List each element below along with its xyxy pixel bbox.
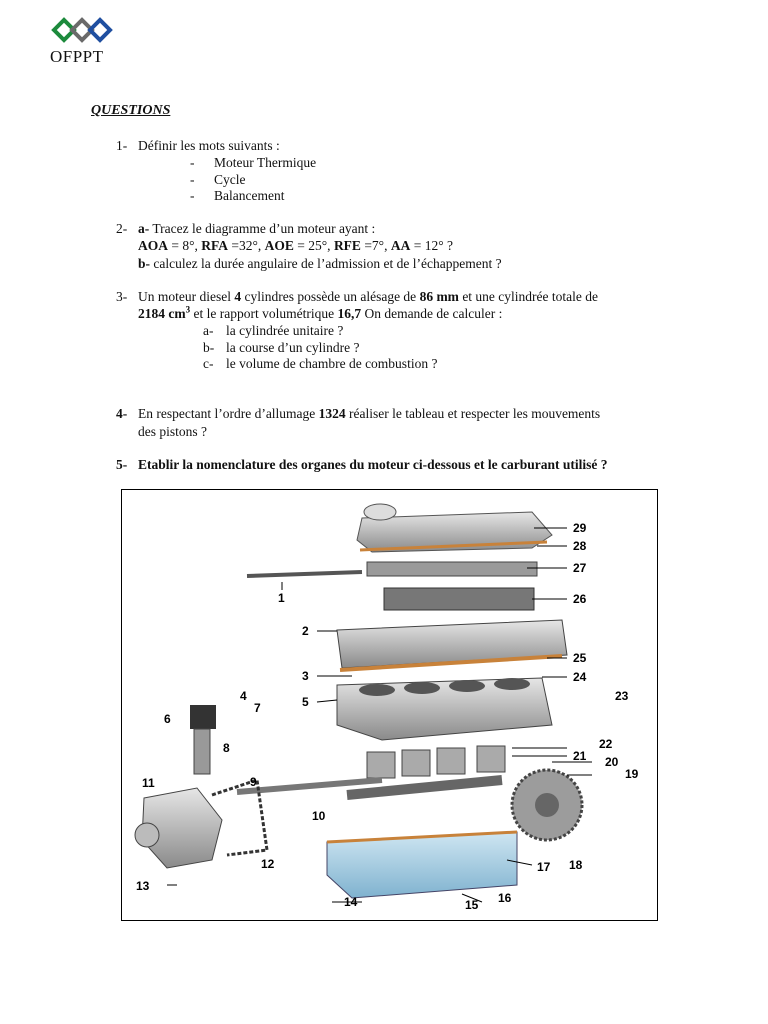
flywheel-part [512,770,582,840]
q3-text-1: Un moteur diesel [138,289,235,304]
q3-ratio: 16,7 [337,306,362,321]
diagram-label-7: 7 [254,701,261,715]
q5-number: 5- [116,457,128,472]
diagram-label-22: 22 [599,737,613,751]
diagram-label-27: 27 [573,561,587,575]
q2-b-text: calculez la durée angulaire de l’admission et de l’échappement ? [150,256,502,271]
diagram-label-9: 9 [250,775,257,789]
engine-diagram-frame [121,489,658,921]
diagram-label-28: 28 [573,539,587,553]
q3-text-3: et une cylindrée totale de [458,289,598,304]
diagram-label-2: 2 [302,624,309,638]
distributor-part [190,705,216,774]
q1-number: 1- [116,138,128,153]
q5-text: Etablir la nomenclature des organes du moteur ci-dessous et le carburant utilisé ? [138,457,608,472]
ofppt-logo-icon [50,16,120,44]
diagram-label-5: 5 [302,695,309,709]
diagram-label-11: 11 [142,776,155,790]
diagram-label-12: 12 [261,857,275,871]
param-rfe-name: RFE [333,238,361,253]
q3-line-2 [138,305,502,322]
q4-line-1 [138,405,600,422]
q3-displacement-sup: 3 [185,304,191,315]
diagram-label-21: 21 [573,749,587,763]
diagram-label-15: 15 [465,898,479,912]
diagram-label-13: 13 [136,879,150,893]
diagram-label-16: 16 [498,891,512,905]
diagram-label-20: 20 [605,755,619,769]
diagram-label-19: 19 [625,767,639,781]
param-rfa-name: RFA [201,238,229,253]
valve-springs-part [384,588,534,610]
q3-text-5: On demande de calculer : [361,306,503,321]
diagram-label-23: 23 [615,689,629,703]
q3-displacement: 2184 cm [138,306,186,321]
cylinder-head-part [337,620,567,670]
diagram-label-1: 1 [278,591,285,605]
q3-text-4: et le rapport volumétrique [190,306,338,321]
q4-text-1: En respectant l’ordre d’allumage [138,406,319,421]
q3-item-c-label: c- [203,356,214,371]
diagram-label-14: 14 [344,895,358,909]
q3-bore: 86 mm [419,289,459,304]
diagram-label-6: 6 [164,712,171,726]
oil-pan-part [327,832,517,898]
param-aoe-value: = 25°, [293,238,334,253]
q3-item-c-text: le volume de chambre de combustion ? [226,356,438,371]
q4-line-2: des pistons ? [138,424,207,439]
q1-item-3: Balancement [214,188,285,203]
q3-number: 3- [116,289,128,304]
q3-item-b-label: b- [203,340,215,355]
q1-dash-1: - [190,155,195,170]
diagram-label-29: 29 [573,521,587,535]
diagram-label-8: 8 [223,741,230,755]
ofppt-logo [50,16,120,64]
diagram-label-17: 17 [537,860,551,874]
q3-item-a-label: a- [203,323,214,338]
q3-item-b-text: la course d’un cylindre ? [226,340,360,355]
diagram-label-18: 18 [569,858,583,872]
diagram-label-24: 24 [573,670,587,684]
param-aa-name: AA [390,238,411,253]
q2-b-label: b- [138,256,151,271]
param-rfa-value: =32°, [228,238,265,253]
pistons-part [367,746,505,778]
q1-text: Définir les mots suivants : [138,138,280,153]
q1-item-2: Cycle [214,172,246,187]
diagram-label-4: 4 [240,689,247,703]
param-aoa-value: = 8°, [168,238,202,253]
q4-firing-order: 1324 [318,406,346,421]
engine-exploded-diagram [122,490,657,920]
q1-dash-3: - [190,188,195,203]
param-aoe-name: AOE [264,238,294,253]
q3-cylinders: 4 [234,289,242,304]
diagram-label-10: 10 [312,809,326,823]
timing-cover-part [135,788,222,868]
q3-text-2: cylindres possède un alésage de [241,289,420,304]
diagram-label-3: 3 [302,669,309,683]
rocker-arms-part [247,562,537,576]
page-title: QUESTIONS [91,103,171,118]
q3-line-1 [138,288,598,305]
valve-cover-part [357,504,552,552]
q2-line-b [138,255,502,272]
q4-number: 4- [116,406,128,421]
q3-item-a-text: la cylindrée unitaire ? [226,323,344,338]
q2-a-label: a- [138,221,150,236]
logo-text: OFPPT [50,47,104,66]
q4-text-2: réaliser le tableau et respecter les mouvements [345,406,601,421]
engine-block-part [337,678,552,740]
param-aa-value: = 12° ? [410,238,453,253]
param-aoa-name: AOA [138,238,168,253]
q1-dash-2: - [190,172,195,187]
param-rfe-value: =7°, [360,238,391,253]
q2-params [138,237,453,254]
q2-a-text: Tracez le diagramme d’un moteur ayant : [149,221,376,236]
q2-line-a [138,220,375,237]
diagram-label-26: 26 [573,592,587,606]
diagram-label-25: 25 [573,651,587,665]
q1-item-1: Moteur Thermique [214,155,317,170]
q2-number: 2- [116,221,128,236]
